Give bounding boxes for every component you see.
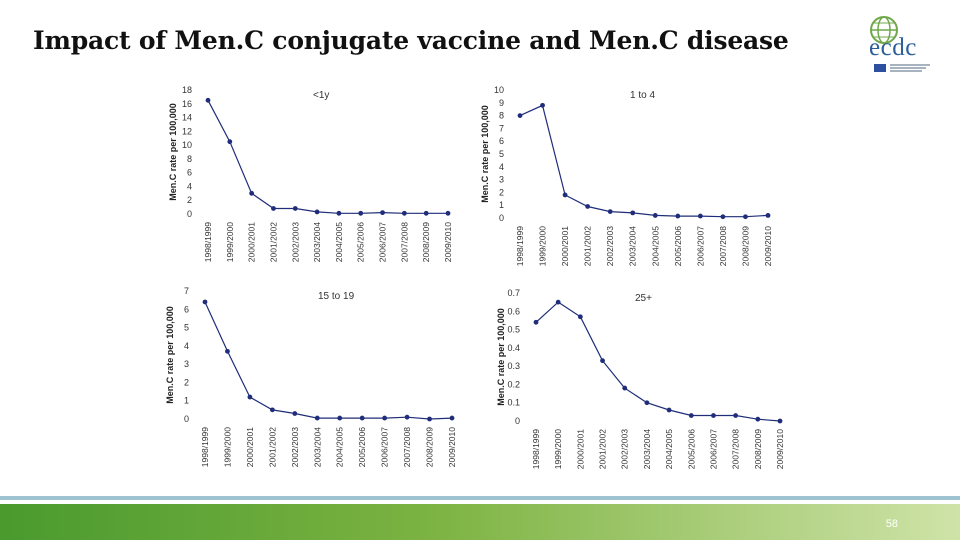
x-tick-label: 2008/2009 [740,226,751,267]
y-tick-label: 4 [498,161,504,172]
data-point [645,400,650,405]
data-point [608,209,613,214]
x-tick-label: 2004/2005 [664,429,675,470]
y-tick-label: 10 [181,140,192,151]
x-tick-label: 2000/2001 [560,226,571,267]
page-number: 58 [885,518,898,530]
y-axis-label: Men.C rate per 100,000 [496,308,506,406]
data-point [675,214,680,219]
data-point [689,413,694,418]
chart-title: 25+ [635,293,652,304]
x-tick-label: 2008/2009 [752,429,763,470]
x-tick-label: 2004/2005 [334,427,345,468]
x-tick-label: 2001/2002 [268,222,279,263]
y-tick-label: 2 [183,377,189,388]
data-point [203,300,208,305]
data-point [427,417,432,422]
data-point [518,113,523,118]
y-tick-label: 16 [181,98,192,109]
x-tick-label: 2003/2004 [312,222,323,263]
x-tick-label: 2007/2008 [717,226,728,267]
y-tick-label: 0.7 [507,288,520,298]
data-point [292,411,297,416]
y-tick-label: 12 [181,126,192,137]
data-point [540,103,545,108]
y-tick-label: 0.2 [507,379,520,390]
data-point [556,300,561,305]
x-tick-label: 2001/2002 [597,429,608,470]
x-tick-label: 2005/2006 [686,429,697,470]
data-point [206,98,211,103]
data-point [382,416,387,421]
data-point [711,413,716,418]
data-point [380,210,385,215]
x-tick-label: 2006/2007 [695,226,706,267]
x-tick-label: 2009/2010 [443,222,453,263]
x-tick-label: 2006/2007 [708,429,719,470]
x-tick-label: 2006/2007 [379,427,390,468]
data-point [424,211,429,216]
data-point [337,416,342,421]
series-line [208,100,448,213]
x-tick-label: 2003/2004 [641,429,652,470]
y-tick-label: 7 [498,123,504,134]
data-point [755,417,760,422]
series-line [536,302,780,421]
data-point [653,213,658,218]
data-point [667,408,672,413]
x-tick-label: 2005/2006 [355,222,366,263]
data-point [249,191,254,196]
chart-25-plus [478,283,788,483]
x-tick-label: 1998/1999 [531,429,541,470]
footer-band [0,504,960,540]
x-tick-label: 2005/2006 [672,226,683,267]
x-tick-label: 2005/2006 [357,427,368,468]
x-tick-label: 2000/2001 [244,427,255,468]
y-tick-label: 6 [186,167,192,178]
y-tick-label: 3 [183,359,189,370]
data-point [293,206,298,211]
x-tick-label: 1999/2000 [224,222,235,263]
x-tick-label: 2008/2009 [424,427,435,468]
y-tick-label: 6 [498,136,504,147]
y-tick-label: 2 [498,187,504,198]
data-point [630,210,635,215]
x-tick-label: 1998/1999 [200,427,210,468]
x-tick-label: 2000/2001 [246,222,257,263]
x-tick-label: 2006/2007 [377,222,388,263]
data-point [450,416,455,421]
chart-1-to-4 [478,80,788,280]
y-tick-label: 0 [498,213,504,223]
y-tick-label: 9 [498,97,504,108]
x-tick-label: 1999/2000 [537,226,548,267]
footer-divider [0,496,960,500]
data-point [337,211,342,216]
y-axis-label: Men.C rate per 100,000 [168,103,178,201]
data-point [270,407,275,412]
x-tick-label: 2000/2001 [575,429,586,470]
x-tick-label: 2002/2003 [605,226,616,267]
y-tick-label: 5 [183,322,189,333]
chart-title: 15 to 19 [318,291,355,302]
y-tick-label: 0.4 [507,342,520,353]
x-tick-label: 1999/2000 [222,427,233,468]
x-tick-label: 2001/2002 [582,226,593,267]
x-tick-label: 2002/2003 [619,429,630,470]
y-tick-label: 0 [186,209,192,219]
x-tick-label: 2009/2010 [447,427,457,468]
data-point [698,214,703,219]
data-point [600,358,605,363]
y-tick-label: 5 [498,149,504,159]
data-point [721,214,726,219]
x-tick-label: 1998/1999 [515,226,525,267]
data-point [225,349,230,354]
chart-title: 1 to 4 [630,90,656,101]
y-tick-label: 8 [498,110,504,121]
series-line [205,302,452,419]
data-point [405,415,410,420]
slide-title: Impact of Men.C conjugate vaccine and Men.C disease [33,26,789,55]
data-point [622,386,627,391]
y-tick-label: 4 [186,181,192,192]
x-tick-label: 2009/2010 [763,226,773,267]
data-point [248,395,253,400]
x-tick-label: 2001/2002 [267,427,278,468]
y-tick-label: 7 [183,286,189,296]
ecdc-logo-text: ecdc [869,34,917,61]
data-point [360,416,365,421]
y-tick-label: 1 [498,200,504,211]
x-tick-label: 2008/2009 [421,222,432,263]
x-tick-label: 2003/2004 [312,427,323,468]
y-tick-label: 0 [514,416,520,426]
data-point [585,204,590,209]
x-tick-label: 2007/2008 [402,427,413,468]
y-tick-label: 10 [493,85,504,95]
data-point [778,419,783,424]
chart-15-to-19 [160,283,460,483]
data-point [358,211,363,216]
y-axis-label: Men.C rate per 100,000 [165,306,175,404]
x-tick-label: 2003/2004 [627,226,638,267]
x-tick-label: 2007/2008 [730,429,741,470]
data-point [227,139,232,144]
x-tick-label: 2009/2010 [775,429,785,470]
x-tick-label: 2004/2005 [650,226,661,267]
data-point [446,211,451,216]
y-tick-label: 6 [183,304,189,315]
y-tick-label: 0.5 [507,324,520,335]
y-tick-label: 1 [183,395,189,406]
data-point [743,214,748,219]
chart-title: <1y [313,90,330,101]
data-point [271,206,276,211]
x-tick-label: 2004/2005 [333,222,344,263]
y-tick-label: 3 [498,174,504,185]
y-tick-label: 0.6 [507,306,520,317]
series-line [520,105,768,216]
x-tick-label: 2002/2003 [289,427,300,468]
y-tick-label: 2 [186,195,192,206]
y-tick-label: 8 [186,153,192,164]
x-tick-label: 1998/1999 [203,222,213,263]
data-point [315,416,320,421]
data-point [402,211,407,216]
x-tick-label: 2007/2008 [399,222,410,263]
data-point [315,210,320,215]
x-tick-label: 2002/2003 [290,222,301,263]
y-tick-label: 0.3 [507,361,520,372]
y-tick-label: 0 [183,414,189,424]
data-point [733,413,738,418]
data-point [563,193,568,198]
x-tick-label: 1999/2000 [553,429,564,470]
data-point [534,320,539,325]
data-point [766,213,771,218]
y-tick-label: 4 [183,340,189,351]
data-point [578,314,583,319]
y-tick-label: 0.1 [507,397,520,408]
y-tick-label: 14 [181,112,192,123]
y-axis-label: Men.C rate per 100,000 [480,105,490,203]
y-tick-label: 18 [181,85,192,95]
chart-under-1y [160,80,460,280]
